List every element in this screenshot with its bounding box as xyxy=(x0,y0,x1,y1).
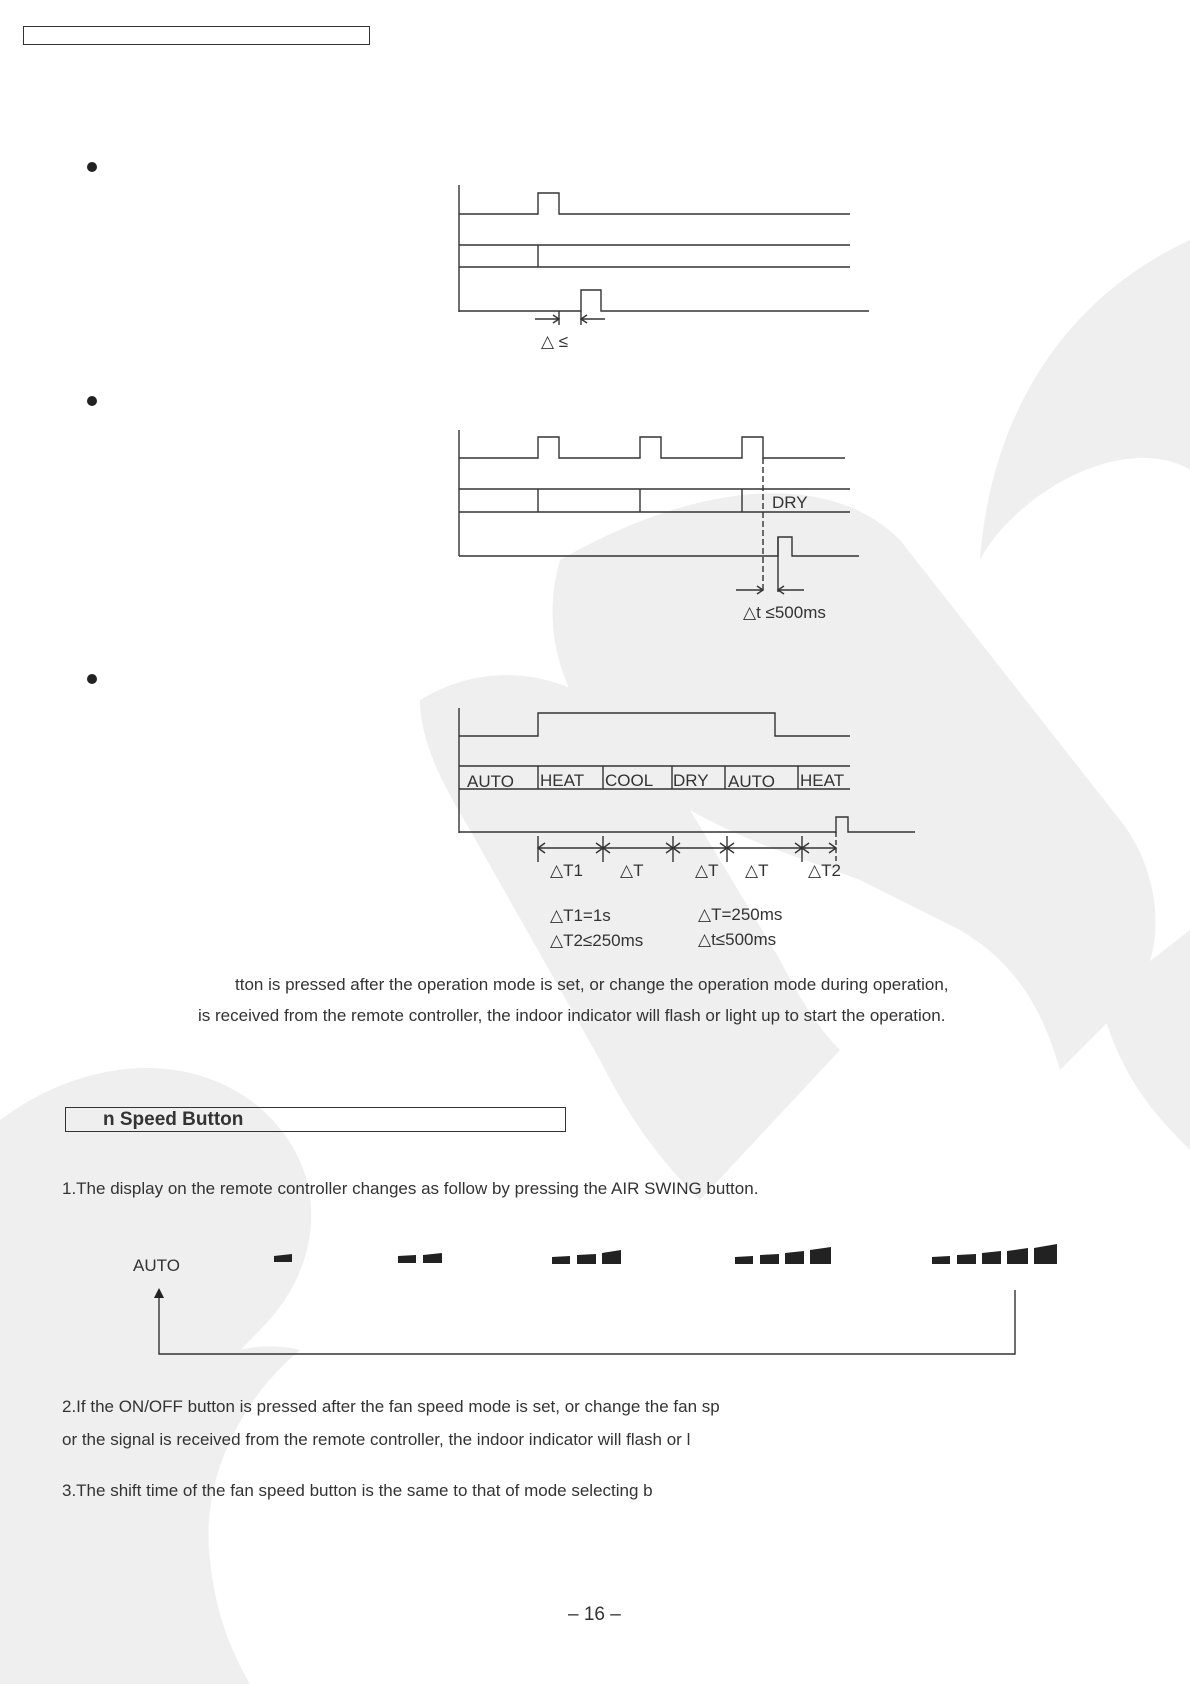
mode-label-heat: HEAT xyxy=(540,771,585,790)
mode-label-auto: AUTO xyxy=(467,772,514,791)
mode-label-dry: DRY xyxy=(673,771,709,790)
fan-auto-label: AUTO xyxy=(133,1256,180,1275)
fan-item-3: 3.The shift time of the fan speed button is the same to that of mode selecting b xyxy=(62,1481,653,1500)
diagram2-dry-label: DRY xyxy=(772,493,808,512)
interval-t2: △T2 xyxy=(808,861,841,880)
interval-t: △T xyxy=(620,861,644,880)
section-title: n Speed Button xyxy=(103,1109,244,1130)
interval-t: △T xyxy=(745,861,769,880)
note-t1: △T1=1s xyxy=(550,906,611,925)
page-number: – 16 – xyxy=(568,1604,621,1625)
paragraph-line-2: is received from the remote controller, the indoor indicator will flash or light up to start the operation. xyxy=(198,1006,946,1025)
interval-t1: △T1 xyxy=(550,861,583,880)
interval-t: △T xyxy=(695,861,719,880)
note-t2: △T2≤250ms xyxy=(550,931,644,950)
diagram1-delta-label: △ ≤ xyxy=(541,332,569,351)
mode-label-cool: COOL xyxy=(605,771,654,790)
fan-item-2-line-2: or the signal is received from the remote controller, the indoor indicator will flash or l xyxy=(62,1430,691,1449)
note-t: △T=250ms xyxy=(698,905,783,924)
diagram2-delta-label: △t ≤500ms xyxy=(743,603,826,622)
paragraph-line-1: tton is pressed after the operation mode is set, or change the operation mode during operation, xyxy=(235,975,949,994)
mode-label-heat-2: HEAT xyxy=(800,771,845,790)
mode-label-auto-2: AUTO xyxy=(728,772,775,791)
note-small-t: △t≤500ms xyxy=(698,930,777,949)
fan-item-1: 1.The display on the remote controller changes as follow by pressing the AIR SWING button. xyxy=(62,1179,759,1198)
fan-item-2-line-1: 2.If the ON/OFF button is pressed after the fan speed mode is set, or change the fan sp xyxy=(62,1397,720,1416)
